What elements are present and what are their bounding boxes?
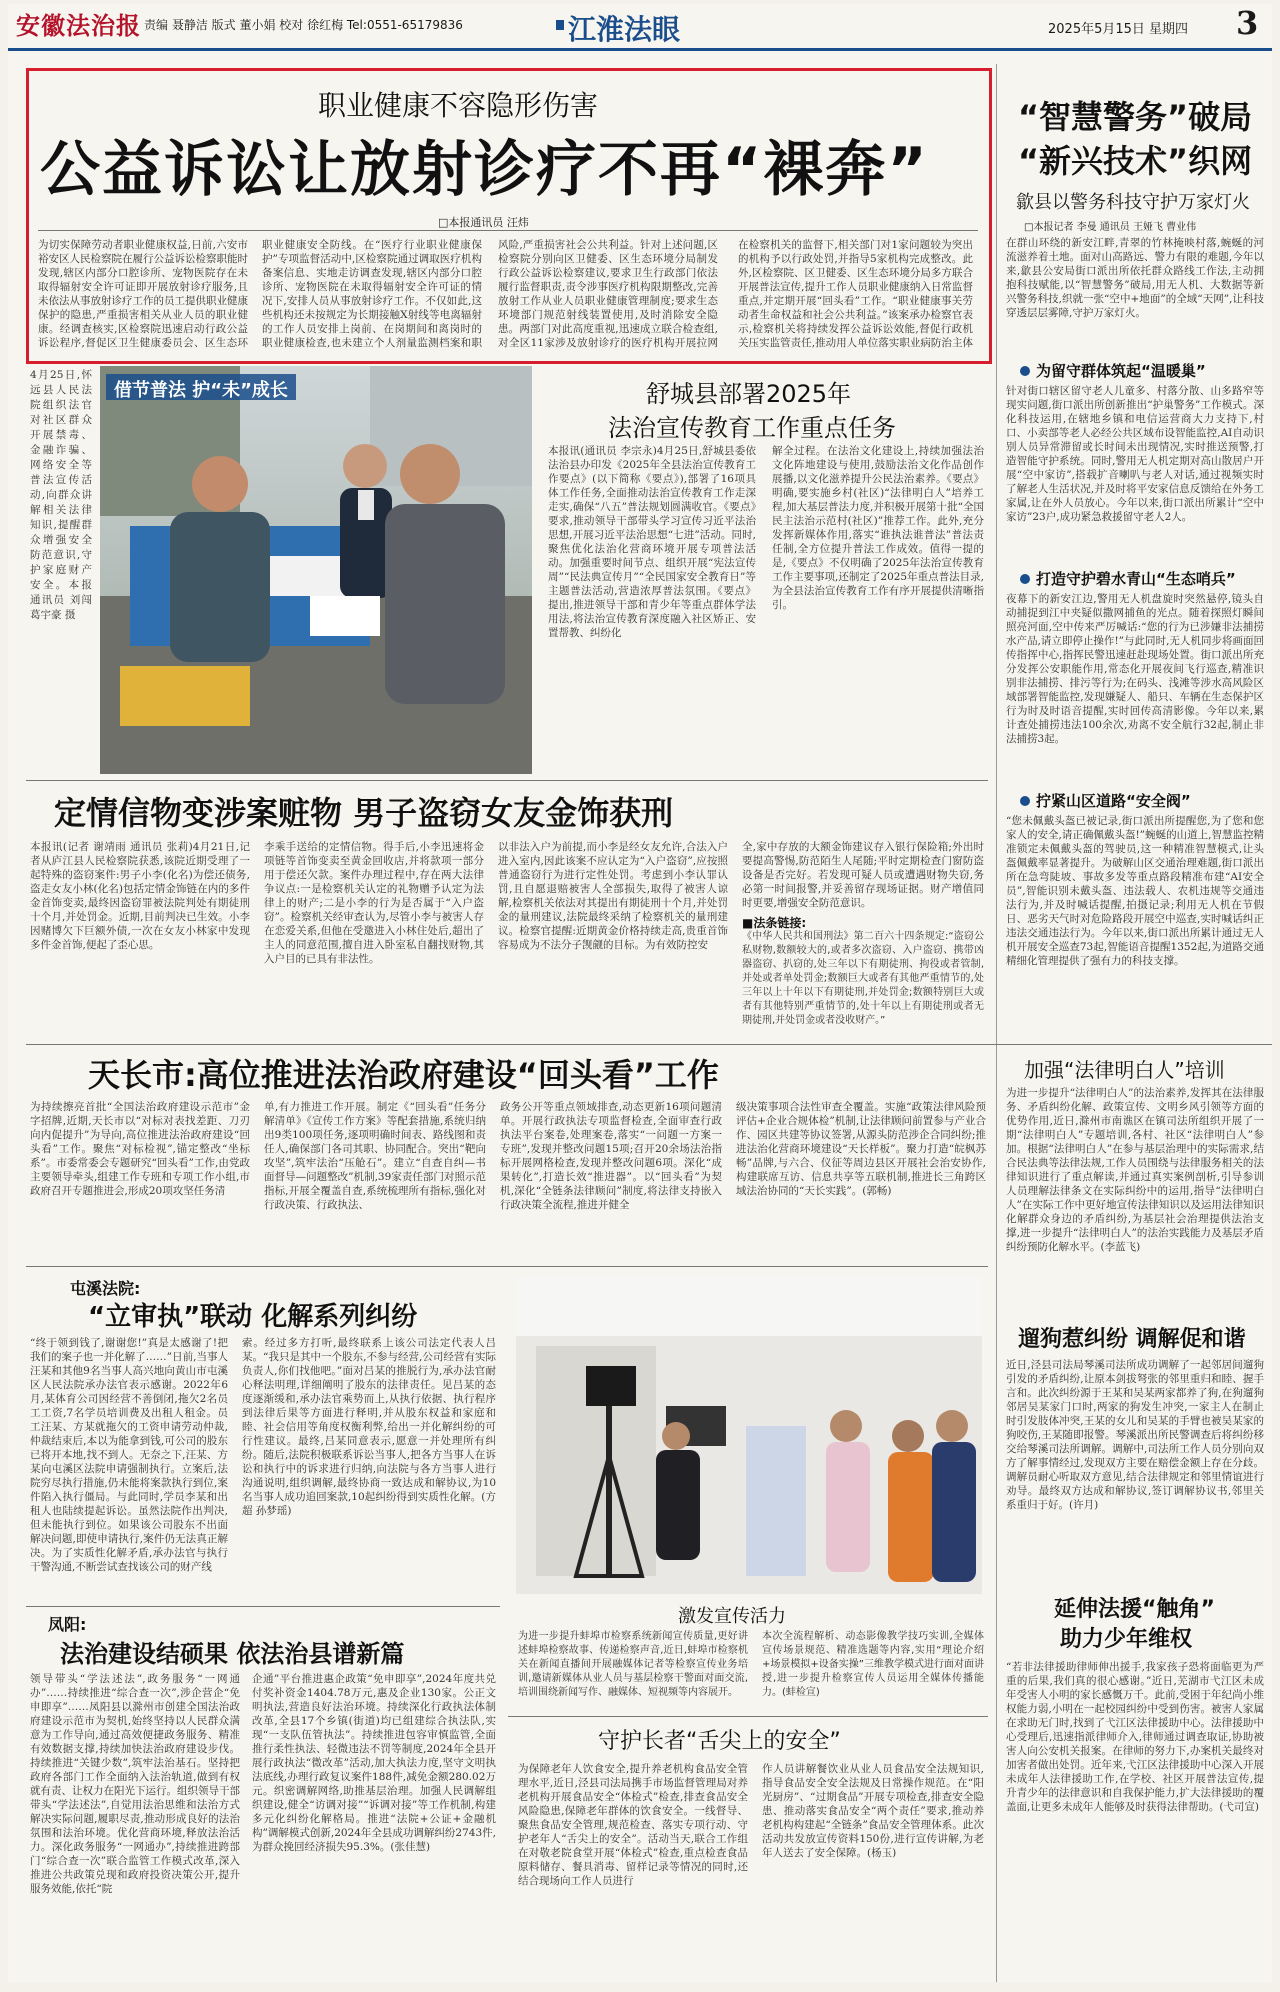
food-safety-column-1: 为保障老年人饮食安全,提升养老机构食品安全管理水平,近日,泾县司法局携手市场监督管理局对养老机构开展食品安全“体检式”检查,排查食品安全风险隐患,保障老年群体的饮食安全。一线督导、聚焦食品安全管理,规范检查、落实专项行动、守护老年人“舌尖上的安全”。活动当天,联合工作组在对敬老院食堂开展“体检式”检查,重点检查食品原料储存、餐具消毒、留样记录等情况的同时,还结合现场向工作人员进行 xyxy=(518,1763,748,1887)
tunxi-title: “立审执”联动 化解系列纠纷 xyxy=(88,1302,418,1332)
lead-title: 公益诉讼让放射诊疗不再“裸奔” xyxy=(40,135,929,205)
shucheng-column-1: 本报讯(通讯员 李宗永)4月25日,舒城县委依法治县办印发《2025年全县法治宣传教育工作要点》(以下简称《要点》),部署了16项具体工作任务,全面推动法治宣传教育工作走深走实,确保“八五”普法规划圆满收官。《要点》要求,推动领导干部带头学习宣传习近平法治思想,开展习近平法治思想“七进”活动。同时,聚焦优化法治化营商环境开展专项普法活动。加强重要时间节点、组织开展“宪法宣传周”“民法典宣传月”“全民国家安全教育日”等主题普法活动,营造浓厚普法氛围。《要点》提出,推进领导干部和青少年等重点群体学法用法,将法治宣传教育深度融入社区矫正、安置帮教、纠纷化 xyxy=(548,445,756,639)
tianchang-column-2: 单,有力推进工作开展。制定《“回头看”任务分解清单》《宣传工作方案》等配套措施,系统归纳出9类100项任务,逐项明确时间表、路线图和责任人,确保部门各司其职、协同配合。突出“靶向攻坚”,筑牢法治“压舱石”。建立“自查自纠—书面督导—问题整改”机制,39家责任部门对照示范指标,开展全覆盖自查,系统梳理所有指标,强化对行政决策、行政执法、 xyxy=(264,1101,486,1211)
bullet-icon xyxy=(1020,796,1030,806)
law-link-text: 《中华人民共和国刑法》第二百六十四条规定:“盗窃公私财物,数额较大的,或者多次盗窃、入户盗窃、携带凶器盗窃、扒窃的,处三年以下有期徒刑、拘役或者管制,并处或者单处罚金;数额巨大或者有其他严重情节的,处三年以上十年以下有期徒刑,并处罚金;数额特别巨大或者有其他特别严重情节的,处十年以上有期徒刑或者无期徒刑,并处罚金或者没收财产。” xyxy=(742,931,984,1026)
policing-intro: 在群山环绕的新安江畔,青翠的竹林掩映村落,蜿蜒的河流滋养着土地。面对山高路远、警力有限的难题,今年以来,歙县公安局街口派出所依托群众路线工作法,主动拥抱科技赋能,以“智慧警务”破局,用无人机、大数据等新兴警务科技,织就一张“空中+地面”的全域“天网”,让科技穿透层层雾障,守护万家灯火。 xyxy=(1006,237,1264,319)
youth-legal-aid-title-2: 助力少年维权 xyxy=(1060,1627,1193,1652)
policing-title-1: “智慧警务”破局 xyxy=(1018,98,1253,136)
policing-section-2: 夜幕下的新安江边,警用无人机盘旋时突然悬停,镜头自动捕捉到江中夹疑似撒网捕鱼的光点。随着探照灯瞬间照亮河面,空中传来严厉喊话:“您的行为已涉嫌非法捕捞水产品,请立即停止操作!”与此同时,无人机同步将画面回传指挥中心,指挥民警迅速赶赴现场处置。街口派出所充分发挥公安职能作用,常态化开展夜间飞行巡查,精准识别非法捕捞、排污等行为;在码头、浅滩等涉水高风险区域部署智能监控,发现嫌疑人、船只、车辆在生态保护区行为时及时语音提醒,实时回传高清影像。今年以来,累计查处捕捞违法100余次,劝离不安全航行32起,制止非法捕捞3起。 xyxy=(1006,593,1264,745)
policing-section-3: “您未佩戴头盔已被记录,街口派出所提醒您,为了您和您家人的安全,请正确佩戴头盔!”蜿蜒的山道上,智慧监控精准锁定未佩戴头盔的驾驶员,这一种精准智慧模式,让头盔佩戴率显著提升。为破解山区交通治理难题,街口派出所在急弯陡坡、事故多发等重点路段精准布建“AI安全员”,智能识别未戴头盔、违法载人、农机违规等交通违法行为,并及时喊话提醒,拍摄记录;利用无人机在节假日、恶劣天气时对危险路段开展空中巡查,实时喊话纠正违法交通违法行为。今年以来,街口派出所累计通过无人机开展安全巡查73起,智能语音提醒1352起,为道路交通精细化管理提供了强有力的科技支撑。 xyxy=(1006,815,1264,967)
newspaper-page xyxy=(8,4,1272,1982)
fengyang-title: 法治建设结硕果 依法治县谱新篇 xyxy=(60,1640,405,1668)
theft-column-4: 全,家中存放的大额金饰建议存入银行保险箱;外出时要提高警惕,防范陌生人尾随;平时定期检查门窗防盗设备是否完好。若发现可疑人员或遭遇财物失窃,务必第一时间报警,并妥善留存现场证据。财产增值同时更要,增强安全防范意识。 xyxy=(742,841,984,909)
divider xyxy=(26,780,988,781)
lead-column-4: 在检察机关的监督下,相关部门对1家问题较为突出的机构予以行政处罚,并指导5家机构完成整改。此外,区检察院、区卫健委、区生态环境分局多方联合开展普法宣传,提升工作人员职业健康纳入日常监督重点,并定期开展“回头看”工作。“职业健康事关劳动者生命权益和社会公共利益。”该案承办检察官表示,检察机关将持续发挥公益诉讼效能,督促行政机关压实监管责任,推动用人单位落实职业病防治主体 xyxy=(738,239,973,349)
policing-title-2: “新兴技术”织网 xyxy=(1018,142,1253,180)
food-safety-title: 守护长者“舌尖上的安全” xyxy=(598,1729,841,1754)
photo-caption-sidebar: 4月25日,怀远县人民法院组织法官对社区群众开展禁毒、金融诈骗、网络安全等普法宣传活动,向群众讲解相关法律知识,提醒群众增强安全防范意识,守护家庭财产安全。本报通讯员 刘闯 葛宇豪 摄 xyxy=(30,369,92,621)
bengbu-column-2: 本次全流程解析、动态影像教学技巧实训,全媒体宣传场景规范、精准选题等内容,实用“理论介绍+场景模拟+设备实操”三维教学模式进行面对面讲授,进一步提升检察宣传人员运用全媒体传播能力。(蚌检宣) xyxy=(762,1631,984,1698)
theft-column-1: 本报讯(记者 谢靖雨 通讯员 张莉)4月21日,记者从庐江县人民检察院获悉,该院近期受理了一起特殊的盗窃案件:男子小李(化名)为偿还债务,盗走女友小林(化名)包括定情金饰链在内的多件金首饰变卖,最终因盗窃罪被法院判处有期徒刑十个月,并处罚金。近期,目前判决已生效。小李因赌博欠下巨额外债,一次在女友小林家中发现多件金首饰,便起了歪心思。 xyxy=(30,841,250,951)
divider xyxy=(26,1606,500,1607)
section-marker-icon xyxy=(556,20,564,30)
photo-caption-title: 激发宣传活力 xyxy=(678,1606,786,1627)
training-photo xyxy=(516,1276,982,1594)
theft-column-3: 以非法入户为前提,而小李是经女友允许,合法入户进入室内,因此该案不应认定为“入户盗窃”,应按照普通盗窃行为进行定性处罚。考虑到小李认罪认罚,且自愿退赔被害人全部损失,取得了被害人谅解,检察机关依法对其提出有期徒刑十个月,并处罚金的量刑建议,法院最终采纳了检察机关的量刑建议。检察官提醒:近期黄金价格持续走高,贵重首饰容易成为不法分子觊觎的目标。为有效防控安 xyxy=(498,841,728,951)
staff-credits: 责编 聂静洁 版式 董小娟 校对 徐红梅 Tel:0551-65179836 xyxy=(144,18,463,32)
divider xyxy=(508,1716,988,1717)
policing-subhead-3: 拧紧山区道路“安全阀” xyxy=(1036,792,1191,810)
fengyang-column-1: 领导带头“学法述法”,政务服务“一网通办”……持续推进“综合查一次”,涉企营企“免申即享”……凤阳县以滁州市创建全国法治政府建设示范市为契机,始终坚持以人民群众满意为工作导向,通过高效便捷政务服务、精准有效数据支撑,持续加快法治政府建设步伐。持续推进“关键少数”,筑牢法治基石。坚持把政府各部门工作全面纳入法治轨道,做到有权就有责、让权力在阳光下运行。组织领导干部带头“学法述法”,自觉用法治思维和法治方式解决实际问题,履职尽责,推动形成良好的法治氛围和法治环境。优化营商环境,释放法治活力。深化政务服务“一网通办”,持续推进跨部门“综合查一次”联合监管工作模式改革,深入推进公共政策兑现和政府投资决策公开,提升服务效能,依托“院 xyxy=(30,1673,240,1895)
issue-date: 2025年5月15日 星期四 xyxy=(1048,22,1189,37)
shucheng-title-2: 法治宣传教育工作重点任务 xyxy=(608,414,896,442)
shucheng-title-1: 舒城县部署2025年 xyxy=(646,380,852,408)
tunxi-kicker: 屯溪法院: xyxy=(70,1279,141,1298)
tianchang-title: 天长市:高位推进法治政府建设“回头看”工作 xyxy=(88,1056,719,1094)
bengbu-column-1: 为进一步提升蚌埠市检察系统新闻宣传质量,更好讲述蚌埠检察故事、传递检察声音,近日,蚌埠市检察机关在新闻直播间开展融媒体记者等检察宣传业务培训,邀请新媒体从业人员与基层检察干警面对面交流,培训围绕新闻写作、融媒体、短视频等内容展开。 xyxy=(518,1631,748,1698)
shucheng-column-2: 解全过程。在法治文化建设上,持续加强法治文化阵地建设与使用,鼓励法治文化作品创作展播,以文化滋养提升公民法治素养。《要点》明确,要实施乡村(社区)“法律明白人”培养工程,加大基层普法力度,并积极开展第十批“全国民主法治示范村(社区)”推荐工作。此外,充分发挥新媒体作用,落实“谁执法谁普法”普法责任制,全方位提升普法工作成效。值得一提的是,《要点》不仅明确了2025年法治宣传教育工作主要事项,还制定了2025年重点普法目录,为全县法治宣传教育工作有序开展提供清晰指引。 xyxy=(772,445,984,611)
tunxi-column-1: “终于领到钱了,谢谢您!”真是太感谢了!把我们的案子也一并化解了……”日前,当事人汪某和其他9名当事人高兴地向黄山市屯溪区人民法院承办法官表示感谢。2022年6月,某体育公司因经营不善倒闭,拖欠2名员工工资,7名学员培训费及出租人租金。员工汪某、方某就拖欠的工资申请劳动仲裁,仲裁结束后,本以为能拿到钱,可公司的股东已将开本地,找不到人。无奈之下,汪某、方某向屯溪区法院申请强制执行。立案后,法院穷尽执行措施,仍未能将案款执行到位,案件陷入执行僵局。与此同时,学员李某和出租人也陆续提起诉讼。虽然法院作出判决,但未能执行到位。如果该公司股东不出面解决问题,即使申请执行,案件仍无法真正解决。为了实质性化解矛盾,承办法官与执行干警沟通,不断尝试查找该公司的财产线 xyxy=(30,1337,228,1573)
photo-title: 借节普法 护“未”成长 xyxy=(114,380,288,401)
page-number: 3 xyxy=(1236,4,1259,42)
fengyang-column-2: 企通”平台推进惠企政策“免申即享”,2024年度共兑付奖补资金1404.78万元,惠及企业130家。公正文明执法,营造良好法治环境。持续深化行政执法体制改革,全县17个乡镇(街道)均已组建综合执法队,实现“一支队伍管执法”。持续推进包容审慎监管,全面推行柔性执法、轻微违法不罚等制度,2024年全县开展行政执法“微改革”活动,加大执法力度,坚守文明执法底线,办理行政复议案件188件,减免金额280.02万元。织密调解网络,助推基层治理。加强人民调解组织建设,健全“访调对接”“诉调对接”等工作机制,构建多元化纠纷化解格局。推进“法院+公证+金融机构”调解模式创新,2024年全县成功调解纠纷2743件,为群众挽回经济损失95.3%。(张佳慧) xyxy=(252,1673,496,1853)
theft-title: 定情信物变涉案赃物 男子盗窃女友金饰获刑 xyxy=(54,794,674,832)
law-helper-title: 加强“法律明白人”培训 xyxy=(1024,1058,1225,1082)
lead-divider xyxy=(38,230,978,231)
lead-kicker: 职业健康不容隐形伤害 xyxy=(318,89,599,122)
policing-subhead-2: 打造守护碧水青山“生态哨兵” xyxy=(1036,570,1236,588)
divider xyxy=(26,1044,1272,1045)
dog-dispute-title: 遛狗惹纠纷 调解促和谐 xyxy=(1018,1327,1246,1352)
tianchang-column-1: 为持续擦亮首批“全国法治政府建设示范市”金字招牌,近期,天长市以“对标对表找差距、刀刃向内促提升”为导向,高位推进法治政府建设“回头看”工作。聚焦“对标检视”,锚定整改“坐标系”。市委常委会专题研究“回头看”工作,由党政主要领导牵头,组建工作专班和专项工作小组,市政府召开专题推进会,形成20项攻坚任务清 xyxy=(30,1101,250,1197)
fengyang-kicker: 凤阳: xyxy=(48,1615,87,1634)
newspaper-logo: 安徽法治报 xyxy=(16,11,141,40)
tianchang-column-4: 级决策事项合法性审查全覆盖。实施“政策法律风险预评估+企业合规体检”机制,让法律顾问前置参与产业合作、园区共建等协议签署,从源头防范涉企合同纠纷;推进法治化营商环境建设“天长样板”。聚力打造“皖枫苏畅”品牌,与六合、仪征等周边县区开展社会治安协作,构建联席互访、信息共享等五联机制,推进长三角跨区域法治协同的“天长实践”。(郭畅) xyxy=(736,1101,986,1197)
law-link-heading: ■法条链接: xyxy=(742,916,807,930)
lead-column-3: 风险,严重损害社会公共利益。针对上述问题,区检察院分别向区卫健委、区生态环境分局制发行政公益诉讼检察建议,要求卫生行政部门依法履行监督职责,责令涉事医疗机构限期整改,完善放射工作从业人员职业健康管理制度;要求生态环境部门规范射线装置使用,及时消除安全隐患。两部门对此高度重视,迅速成立联合检查组,对全区11家涉及放射诊疗的医疗机构开展拉网 xyxy=(498,239,718,349)
policing-section-1: 针对街口辖区留守老人儿童多、村落分散、山多路窄等现实问题,街口派出所创新推出“护巢警务”工作模式。深化科技运用,在辖地乡镇和电信运营商大力支持下,村口、小卖部等老人必经公共区域布设智能监控,AI自动识别人员异常滞留或长时间未出现情况,实时推送预警,打造智能守护系统。同时,警用无人机定期对高山散居户开展“空中家访”,搭载扩音喇叭与老人对话,通过视频实时了解老人生活状况,并及时将平安家信息反馈给在外务工家属,让在外人员放心。今年以来,街口派出所累计“空中家访”23户,成功紧急救援留守老人2人。 xyxy=(1006,385,1264,523)
dog-dispute-body: 近日,泾县司法局琴溪司法所成功调解了一起邻居间遛狗引发的矛盾纠纷,让原本剑拔弩张的邻里重归和睦、握手言和。此次纠纷源于王某和吴某两家都养了狗,在狗遛狗邻居吴某家门口时,两家的狗发生冲突,一家主人在制止时引发肢体冲突,王某的女儿和吴某的手臂也被吴某家的狗咬伤,王某随即报警。琴溪派出所民警调查后将纠纷移交给琴溪司法所调解。调解中,司法所工作人员分别向双方了解事情经过,发现双方主要在赔偿金额上存在分歧。调解员耐心听取双方意见,结合法律规定和邻里情谊进行劝导。最终双方达成和解协议,签订调解协议书,邻里关系重归于好。(许月) xyxy=(1006,1359,1264,1511)
divider xyxy=(26,1266,988,1267)
bullet-icon xyxy=(1020,574,1030,584)
section-name: 江淮法眼 xyxy=(568,13,681,46)
tianchang-column-3: 政务公开等重点领域排查,动态更新16项问题清单。开展行政执法专项监督检查,全面审查行政执法平台案卷,处理案卷,落实“一问题一方案一专班”,发现并整改问题15项;召开20余场法治指标开展网格检查,发现并整改问题6项。深化“成果转化”,打造长效“推进器”。以“回头看”为契机,深化“全链条法律顾问”制度,将法律支持嵌入行政决策全流程,推进并健全 xyxy=(500,1101,722,1211)
youth-legal-aid-title-1: 延伸法援“触角” xyxy=(1054,1597,1215,1622)
tunxi-column-2: 索。经过多方打听,最终联系上该公司法定代表人吕某。“我只是其中一个股东,不参与经营,公司经营有实际负责人,你们找他吧。”面对吕某的推脱行为,承办法官耐心释法明理,详细阐明了股东的法律责任。见吕某的态度逐渐缓和,承办法官乘势而上,从执行依据、执行程序到法律后果等方面进行释明,并从股东权益和家庭和睦、社会信用等角度权衡利弊,给出一并化解纠纷的可行性建议。最终,吕某同意表示,愿意一并处理所有纠纷。随后,法院积极联系诉讼当事人,把各方当事人在诉讼和执行中的诉求进行归纳,向法院与各方当事人进行沟通说明,组织调解,最终协商一致达成和解协议,为10名当事人成功追回案款,10起纠纷得到实质性化解。(方超 孙梦瑶) xyxy=(242,1337,496,1517)
lead-column-2: 职业健康安全防线。在“医疗行业职业健康保护”专项监督活动中,区检察院通过调取医疗机构备案信息、实地走访调查发现,辖区内部分口腔诊所、宠物医院在未取得辐射安全许可证的情况下,安排人员从事放射诊疗工作。不仅如此,这些机构还未按规定为长期接触X射线等电离辐射的工作人员安排上岗前、在岗期间和离岗时的职业健康检查,也未建立个人剂量监测档案和职 xyxy=(262,239,482,349)
theft-column-2: 李乘手送给的定情信物。得手后,小李迅速将金项链等首饰变卖至黄金回收店,并将款项一部分用于偿还欠款。案件办理过程中,存在两大法律争议点:一是检察机关认定的礼物赠予认定为法律上的财产;二是小李的行为是否属于“入户盗窃”。检察机关经审查认为,尽管小李与被害人存在恋爱关系,但他在受邀进入小林住处后,超出了主人的同意范围,擅自进入卧室私自翻找财物,其入户目的已具有非法性。 xyxy=(264,841,484,965)
lead-byline: □本报通讯员 汪炜 xyxy=(438,216,529,229)
food-safety-column-2: 作人员讲解餐饮业从业人员食品安全法规知识,指导食品安全安全法规及日常操作规范。在“阳光厨房”、“过期食品”开展专项检查,排查安全隐患、推动落实食品安全“两个责任”要求,推动养老机构构建起“全链条”食品安全管理体系。此次活动共发放宣传资料150份,进行宣传讲解,为老年人送去了安全保障。(杨玉) xyxy=(762,1763,984,1859)
policing-subtitle: 歙县以警务科技守护万家灯火 xyxy=(1016,192,1250,213)
policing-subhead-1: 为留守群体筑起“温暖巢” xyxy=(1036,362,1206,380)
law-outreach-photo xyxy=(100,366,532,774)
bullet-icon xyxy=(1020,366,1030,376)
law-helper-body: 为进一步提升“法律明白人”的法治素养,发挥其在法律服务、矛盾纠纷化解、政策宣传、文明乡风引领等方面的优势作用,近日,滁州市南谯区在镇司法所组织开展了一期“法律明白人”专题培训,各村、社区“法律明白人”参加。根据“法律明白人”在参与基层治理中的实际需求,结合民法典等法律法规,工作人员围绕与法律服务相关的法律知识进行了重点解读,并通过真实案例剖析,引导参训人员理解法律条文在实际纠纷中的运用,指导“法律明白人”在实际工作中更好地宣传法律知识以及运用法律知识化解群众身边的矛盾纠纷,为基层社会治理提供法治支撑,进一步提升“法律明白人”的法治实践能力及基层矛盾纠纷预防化解水平。(李蓝飞) xyxy=(1006,1087,1264,1253)
right-column-separator xyxy=(996,64,997,1982)
lead-column-1: 为切实保障劳动者职业健康权益,日前,六安市裕安区人民检察院在履行公益诉讼检察职能时发现,辖区内部分口腔诊所、宠物医院存在未取得辐射安全许可证即开展放射诊疗服务,且未依法从事放射诊疗工作的员工提供职业健康保护的隐患,严重损害相关从业人员的职业健康。经调查核实,区检察院迅速启动行政公益诉讼程序,督促区卫生健康委员会、区生态环 xyxy=(38,239,248,349)
policing-byline: □本报记者 李曼 通讯员 王娅飞 曹业伟 xyxy=(1024,222,1197,233)
youth-legal-aid-body: “若非法律援助律师伸出援手,我家孩子恐将面临更为严重的后果,我们真的很心感谢。”近日,芜湖市弋江区未成年受害人小明的家长感慨万千。此前,受困于年纪尚小维权能力弱,小明在一起校园纠纷中受到伤害。被害人家属在求助无门时,找到了弋江区法律援助中心。法律援助中心受理后,迅速指派律师介入,律师通过调查取证,协助被害人向公安机关报案。在律师的努力下,办案机关最终对加害者做出处罚。近年来,弋江区法律援助中心深入开展未成年人法律援助工作,在学校、社区开展普法宣传,提升青少年的法律意识和自我保护能力,扩大法律援助的覆盖面,让更多未成年人能够及时获得法律帮助。(弋司宣) xyxy=(1006,1661,1264,1813)
